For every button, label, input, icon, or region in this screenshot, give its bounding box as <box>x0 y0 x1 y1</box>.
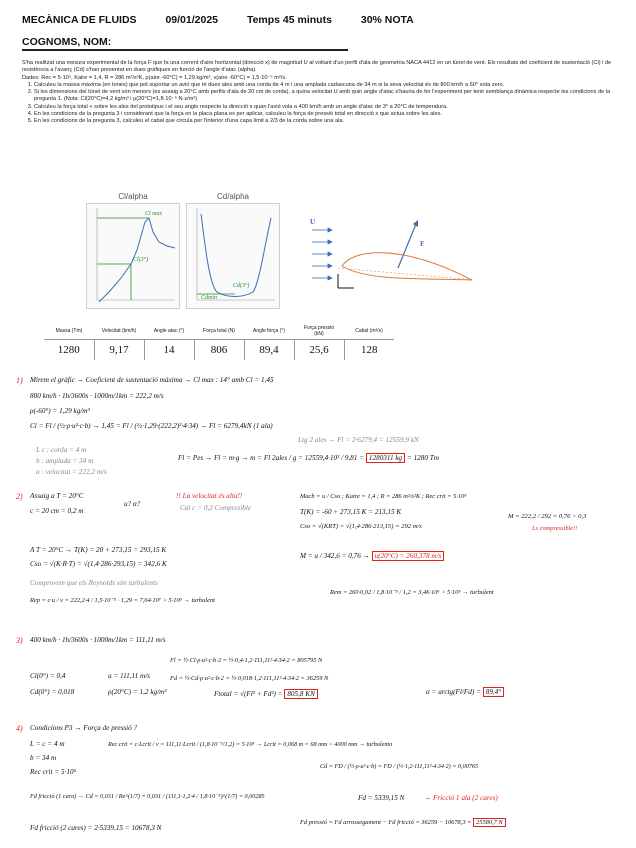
q1-note: b : amplada = 34 m <box>36 457 94 465</box>
q3-lift: Fl = ½·Cl·ρ·u²·c·b·2 = ½·0,4·1,2·111,11²·4·34·2 = 805795 N <box>170 657 323 664</box>
q4-fd1-note: → Fricció 1 ala (2 cares) <box>424 794 498 802</box>
q2-compressible-note: Ls compressible!! <box>532 525 578 532</box>
airfoil-svg <box>308 218 478 298</box>
cl-3deg-label: Cl(3°) <box>133 257 149 263</box>
table-cell: 806 <box>194 340 244 361</box>
q2-line: Comprovem que els Reynolds són turbulents <box>30 579 158 587</box>
q3-angle: α = arctg(Fl/Fd) = <box>426 688 481 696</box>
exam-date: 09/01/2025 <box>165 14 219 26</box>
q1-line: Mirem el gràfic → Coeficient de sustentació màxima → Cl max : 14° amb Cl = 1,45 <box>30 376 274 384</box>
q1-line: 800 km/h · 1h/3600s · 1000m/1km = 222,2 m/s <box>30 392 164 400</box>
cd-curve <box>187 204 279 308</box>
q1-line: Cl = Fl / (½·ρ·u²·c·b) → 1,45 = Fl / (½·1,29·(222,2)²·4·34) → Fl = 6279,4kN (1 ala) <box>30 422 273 430</box>
q3-u: u = 111,11 m/s <box>108 672 150 680</box>
q2-reynolds-m: Rem = 260·0,02 / 1,8·10⁻⁵ / 1,2 = 3,46·10⁶ > 5·10⁵ → turbulent <box>330 589 494 596</box>
q2-mach2-line <box>300 552 444 561</box>
q4-pressure-box: 25580,7 N <box>473 818 506 827</box>
q3-total-line <box>214 690 318 699</box>
q4-friction-1: Fd fricció (1 cara) → Cd = 0,031 / Re^(1/7) = 0,031 / (111,1·1,2·4 / 1,8·10⁻⁵)^(1/7) = 0,00285 <box>30 793 265 800</box>
table-header: Angle força (°) <box>252 328 285 334</box>
table-header: Angle atac (°) <box>153 328 185 334</box>
q4-fd1: Fd = 5339,15 N <box>358 794 405 802</box>
table-cell: 128 <box>344 340 394 361</box>
q1-result-line <box>178 454 439 463</box>
q2-note: !! La velocitat és alta!! <box>176 492 243 500</box>
question-item: 2. Si les dimensions del túnel de vent són menors (es assaig a 20°C amb perfils d'ala de 20 cm de corda), a quina velocitat U amb quin angle d'atac s'hauria de fer l'experiment per tenir semblança dinàmica respecte les condicions de la pregunta 1. (Nota: Cl(20°C)=4,2 kg/m³ i μ(20°C)=1,8·10⁻⁵ N·s/m²) <box>34 89 620 104</box>
q4-pressure: Fd pressió = Fd arrossegament − Fd fricció = 36259 − 10678,3 = <box>300 819 472 826</box>
q2-mach1: M = 222,2 / 292 = 0,76 > 0,3 <box>508 513 587 520</box>
question-item: 3. Calculeu la força total + sobre les ales del prototipus i el seu angle respecte la direcció x quan l'avió vola a 400 km/h amb un angle d'atac de 3° a 20°C de temperatura. <box>34 104 620 111</box>
q2-cso1: Cso = √(KRT) = √(1,4·286·213,15) = 292 m/s <box>300 523 422 530</box>
table-header: Velocitat (km/h) <box>101 328 137 334</box>
q2-line: Assaig a T = 20°C <box>30 492 84 500</box>
q3-drag: Fd = ½·Cd·ρ·u²·c·b·2 = ½·0,018·1,2·111,11²·4·34·2 = 36259 N <box>170 675 329 682</box>
q4-line: Condicions P3 → Força de pressió ? <box>30 724 138 732</box>
q2-unknowns: u? α? <box>124 500 141 508</box>
q1-note: L c : corda = 4 m <box>36 446 87 454</box>
results-table <box>44 323 394 360</box>
course-title: MECÀNICA DE FLUIDS <box>22 14 137 26</box>
q4-number: 4) <box>16 724 23 733</box>
cl-max-label: Cl max <box>145 211 163 217</box>
q2-mach-def: Mach = u / Cso ; Kaire = 1,4 ; R = 286 m²/s²K ; Rec crit = 5·10⁵ <box>300 493 467 500</box>
q2-cso2: Cso = √(K·R·T) = √(1,4·286·293,15) = 342,6 K <box>30 560 167 568</box>
q4-cd: Cd = FD / (½·ρ·u²·c·b) = FD / (½·1,2·111,11²·4·34·2) = 0,00765 <box>320 763 479 770</box>
table-header: Cabal (m³/s) <box>355 328 383 334</box>
cl-plot-title: Cl/alpha <box>118 192 148 201</box>
foil-f-label: F <box>420 240 425 248</box>
q1-note: u : velocitat = 222,2 m/s <box>36 468 107 476</box>
q3-angle-line <box>426 688 504 697</box>
table-header: Força pressió (kN) <box>303 325 335 337</box>
q4-line: Rec crit = 5·10⁵ <box>30 768 77 776</box>
name-label: COGNOMS, NOM: <box>22 36 112 48</box>
exam-grade: 30% NOTA <box>360 14 414 26</box>
table-cell: 14 <box>144 340 194 361</box>
q4-line: b = 34 m <box>30 754 57 762</box>
foil-u-label: U <box>310 218 316 226</box>
q3-cl: Cl(0°) = 0,4 <box>30 672 66 680</box>
q2-note: Cal c = 0,2 Compresible <box>180 504 252 512</box>
cd-min-label: Cdmin <box>201 295 218 301</box>
q2-mach2: M = u / 342,6 = 0,76 → <box>300 552 370 560</box>
q1-number: 1) <box>16 376 23 385</box>
q4-pressure-line <box>300 818 506 827</box>
q4-line: L = c = 4 m <box>30 740 65 748</box>
table-header: Força total (N) <box>203 328 235 334</box>
problem-statement <box>22 60 620 126</box>
table-cell: 9,17 <box>94 340 144 361</box>
q3-number: 3) <box>16 636 23 645</box>
exam-header <box>22 14 622 48</box>
statement-paragraph: S'ha realitzat una mesura experimental de la força F que fa una corrent d'aire horitzontal (direcció x) de magnitud U al voltant d'un perfil d'ala de geometria NACA 4412 en un túnel de vent. Els resultats del coeficient de sustentació (Cl) i de resistència a l'avanç (Cd) s'han presentat en dues gràfiques en funció de l'angle d'atac (alpha). <box>22 60 612 74</box>
question-item: 4. En les condicions de la pregunta 3 i considerant que la força en la placa plana es per aplicar, calculeu la força de pressió total en direcció x que actua sobre les ales. <box>34 111 620 118</box>
exam-time: Temps 45 minuts <box>246 14 332 26</box>
table-cell: 25,6 <box>294 340 344 361</box>
q2-line: A T = 20°C → T(K) = 20 + 273,15 = 293,15 K <box>30 546 167 554</box>
q4-recrit: Rec crit = c·Lcrit / ν = 111,11·Lcrit / (1,8·10⁻⁵/1,2) = 5·10⁵ → Lcrit = 0,068 m = 68 mm < 4000 mm → turbulento <box>108 741 393 748</box>
q3-cd: Cd(0°) = 0,018 <box>30 688 75 696</box>
q1-mass-box: 1280311 kg <box>366 453 405 463</box>
q2-reynolds-p: Rep = c·u / ν = 222,2·4 / 1,5·10⁻⁵ · 1,29 = 7,64·10⁷ > 5·10⁵ → turbulent <box>30 597 215 604</box>
table-header: Massa (Tm) <box>55 328 83 334</box>
q1-mass-tonnes: = 1280 Tm <box>406 454 439 462</box>
airfoil-diagram <box>308 218 478 298</box>
question-list <box>22 82 620 126</box>
q3-rho: ρ(20°C) = 1,2 kg/m³ <box>108 688 167 696</box>
q1-line: Ltg 2 ales → Fl = 2·6279,4 = 12559,9 kN <box>298 436 419 444</box>
table-cell: 89,4 <box>244 340 294 361</box>
q2-number: 2) <box>16 492 23 501</box>
q4-friction-2: Fd fricció (2 cares) = 2·5339,15 = 10678,3 N <box>30 824 162 832</box>
q3-angle-box: 89,4° <box>483 687 504 697</box>
q1-mass-formula: Fl = Pes → Fl = m·g → m = Fl 2ales / g = 12559,4·10³ / 9,81 = <box>178 454 365 462</box>
q1-line: ρ(-60°) = 1,29 kg/m³ <box>30 407 90 415</box>
question-item: 5. En les condicions de la pregunta 3, calculeu el cabal que circula per l'interior d'una capa límit a 2/3 de la corda sobre una ala. <box>34 118 620 125</box>
q2-velocity-box: u(20°C) = 260,378 m/s <box>372 551 445 561</box>
q2-line: c = 20 cm = 0,2 m <box>30 507 84 515</box>
cl-alpha-plot <box>86 192 180 309</box>
q3-line: 400 km/h · 1h/3600s · 1000m/1km = 111,11 m/s <box>30 636 166 644</box>
cd-3deg-label: Cd(3°) <box>233 283 250 289</box>
q2-tk1: T(K) = -60 + 273,15 K = 213,15 K <box>300 508 402 516</box>
cd-plot-title: Cd/alpha <box>216 192 250 201</box>
header-divider <box>22 49 348 51</box>
statement-data: Dades: Rec = 5·10⁵, Kaire = 1,4, R = 286 m²/s²K, ρ(aire -60°C) = 1,29 kg/m³, ν(aire -60°C) = 1,5·10⁻⁵ m²/s. <box>22 74 287 81</box>
table-cell: 1280 <box>44 340 94 361</box>
q3-total-force: Ftotal = √(Fl² + Fd²) = <box>214 690 283 698</box>
cd-alpha-plot <box>186 192 280 309</box>
q3-total-box: 805,8 KN <box>284 689 318 699</box>
question-item: 1. Calculeu la massa màxima (en tones) que pot suportar un avió que té dues ales amb una corda de 4 m i una amplada cadascuna de 34 m si la seva velocitat és de 800 km/h a 60° sota zero. <box>34 82 620 89</box>
